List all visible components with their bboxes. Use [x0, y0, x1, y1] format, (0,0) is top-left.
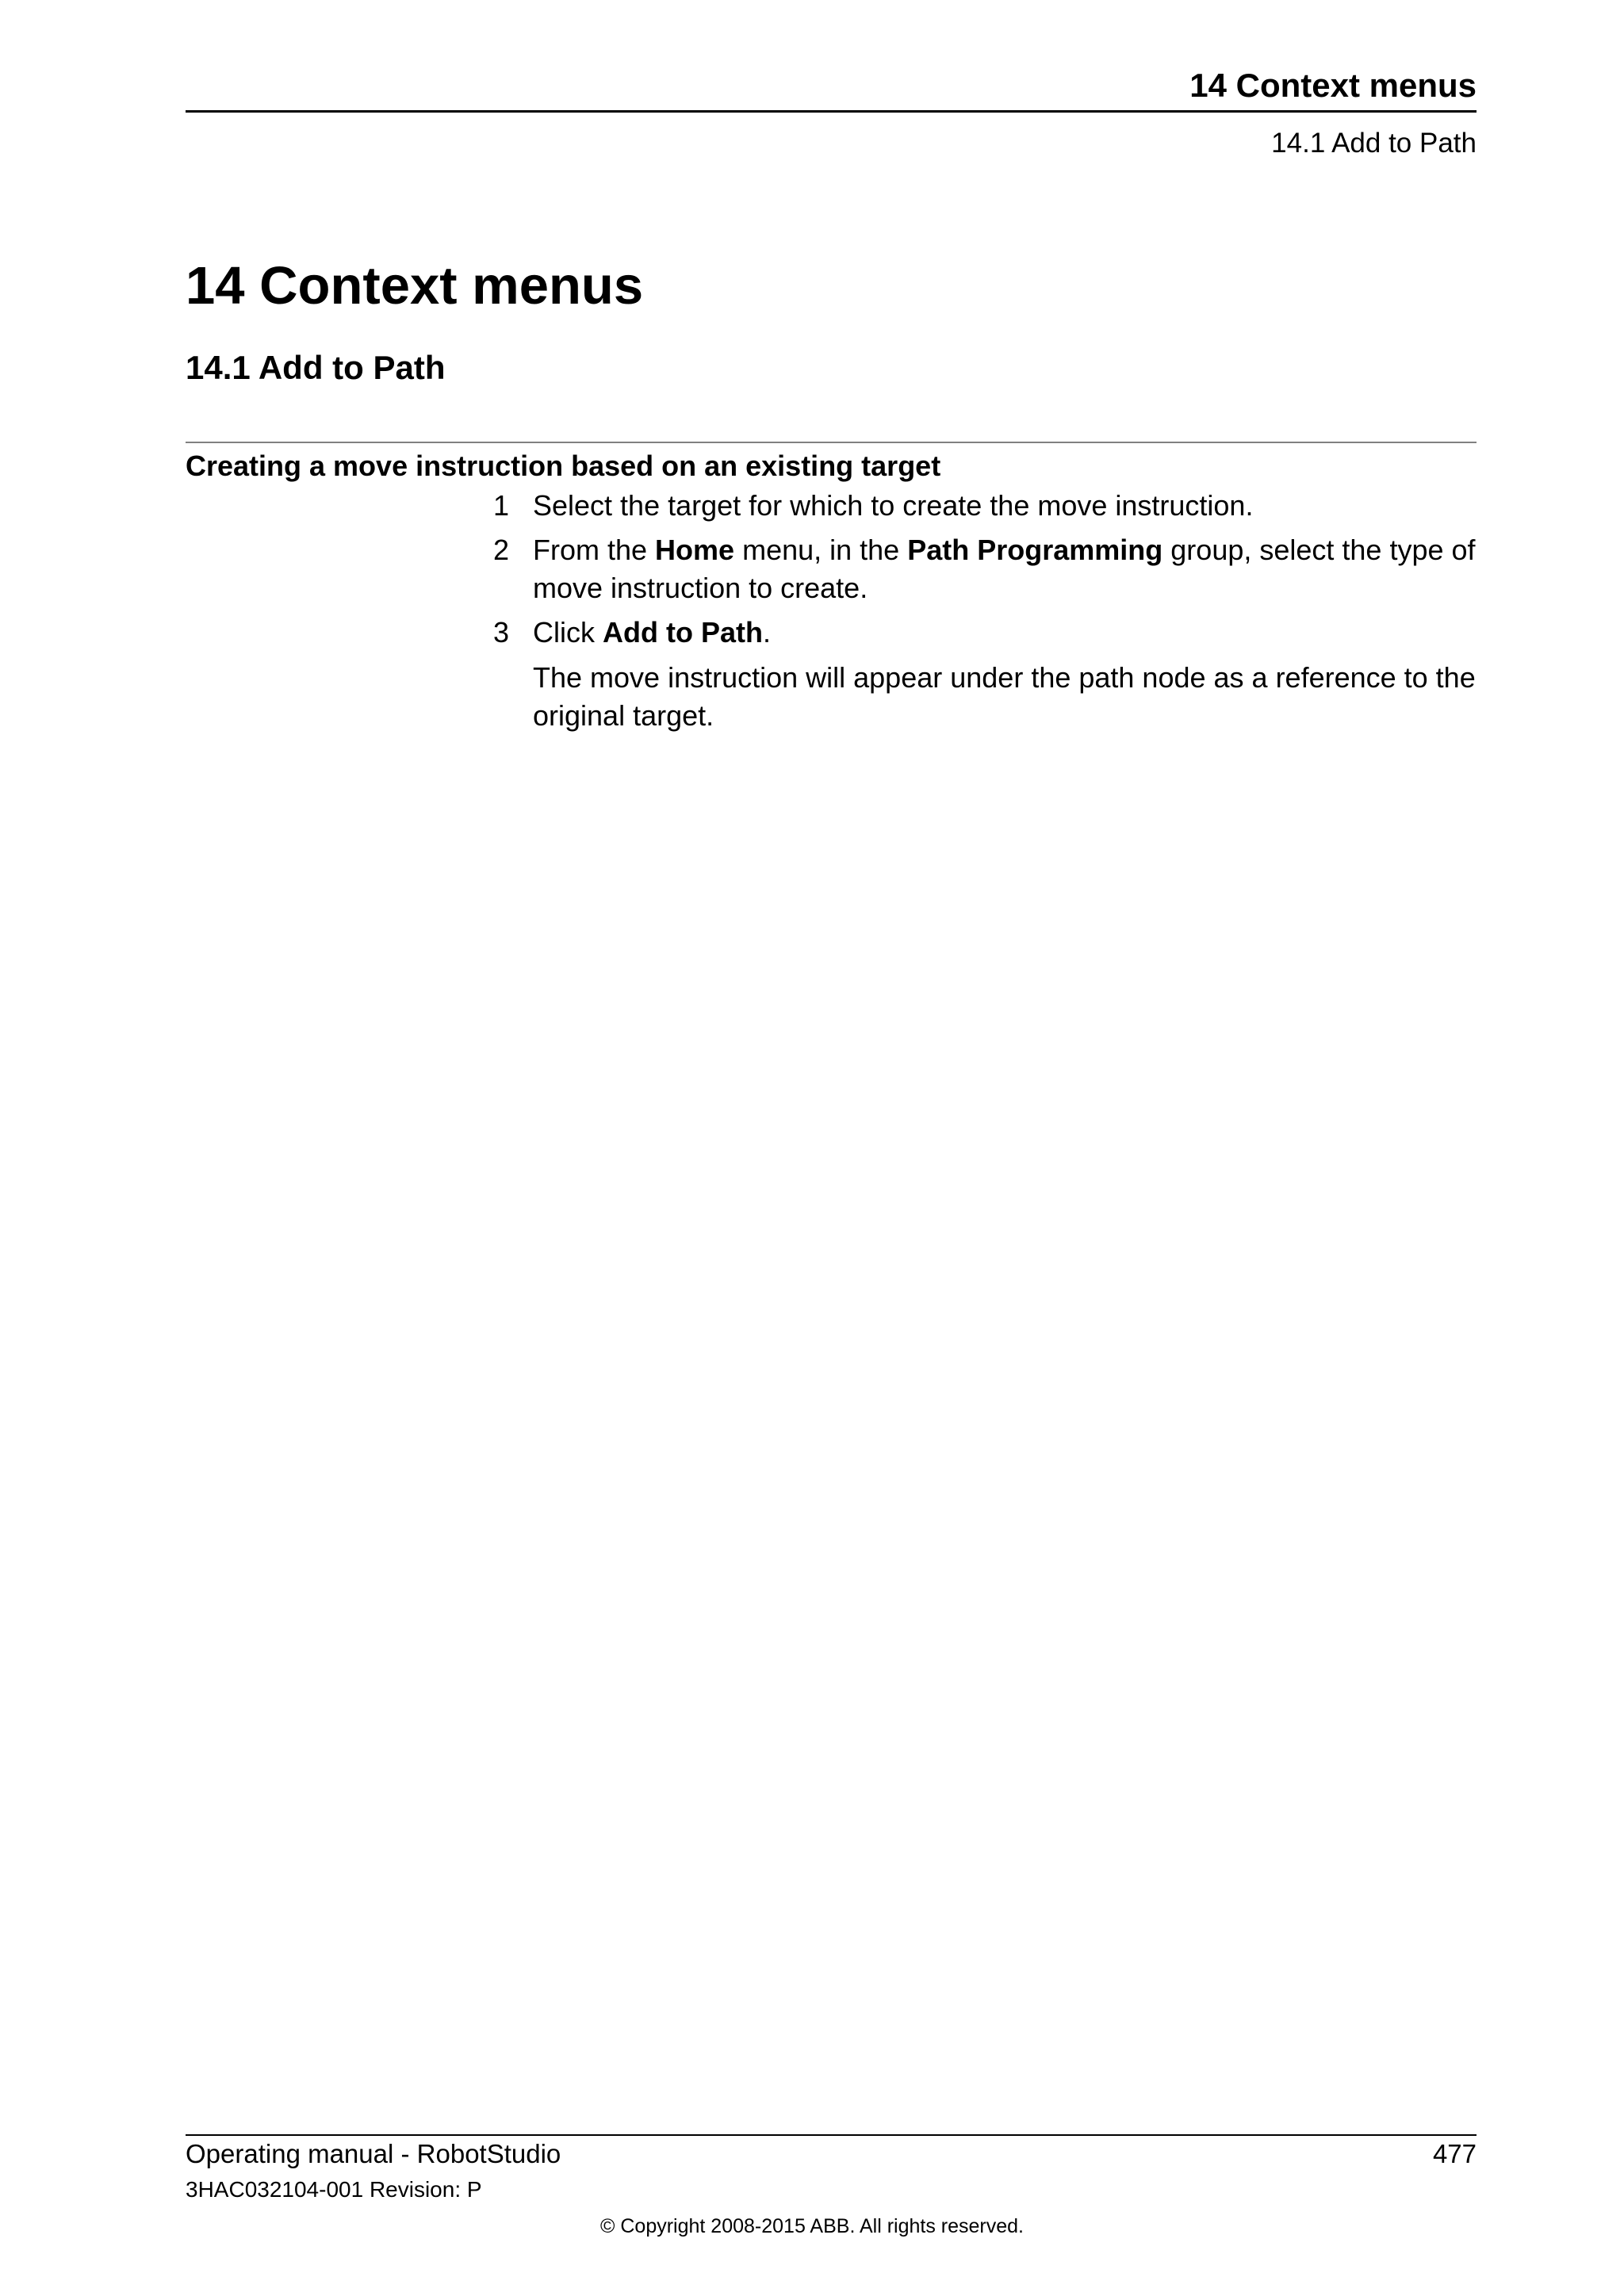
step-result: The move instruction will appear under the path node as a reference to the original target. — [533, 661, 1476, 732]
step-text-part: Click — [533, 616, 603, 649]
block-heading: Creating a move instruction based on an existing target — [186, 450, 941, 482]
step-number: 1 — [492, 489, 509, 522]
step-text — [533, 614, 1477, 652]
footer-rule — [186, 2134, 1477, 2136]
block-rule — [186, 442, 1477, 443]
step-text-part: . — [762, 616, 771, 649]
step-item — [492, 614, 1477, 652]
footer-page-number: 477 — [1432, 2139, 1477, 2168]
step-item — [492, 531, 1477, 607]
running-header-section: 14.1 Add to Path — [1271, 128, 1477, 159]
step-text-part: From the — [533, 534, 656, 566]
header-rule — [186, 110, 1477, 113]
step-text-part: menu, in the — [734, 534, 908, 566]
section-title: 14.1 Add to Path — [186, 349, 446, 386]
footer-document-id: 3HAC032104-001 Revision: P — [186, 2177, 482, 2202]
step-text: Select the target for which to create the move instruction. — [533, 489, 1254, 522]
step-number: 2 — [492, 534, 509, 566]
ui-term-add-to-path: Add to Path — [603, 616, 763, 649]
chapter-title: 14 Context menus — [186, 256, 644, 316]
ui-term-path-programming: Path Programming — [907, 534, 1163, 566]
step-number: 3 — [492, 616, 509, 649]
running-header-chapter: 14 Context menus — [1189, 67, 1477, 104]
step-text-part: group, select the type of move instruction to create. — [533, 534, 1476, 604]
footer-copyright: © Copyright 2008-2015 ABB. All rights reserved. — [600, 2215, 1024, 2237]
step-item — [492, 487, 1477, 525]
step-text — [533, 531, 1477, 607]
ui-term-home: Home — [655, 534, 735, 566]
footer-manual-title: Operating manual - RobotStudio — [186, 2139, 561, 2168]
